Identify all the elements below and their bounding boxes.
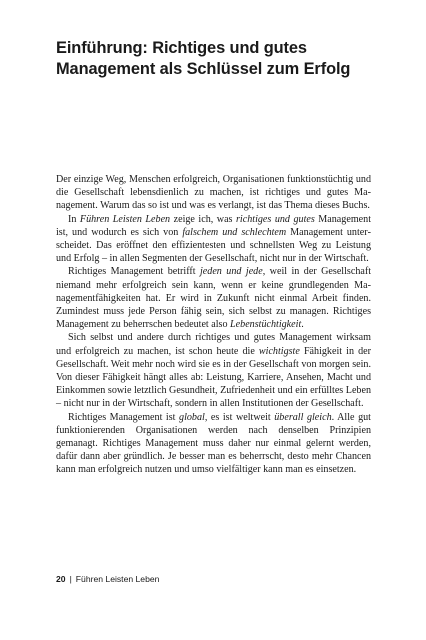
text-run: , weil in der Gesellschaft niemand mehr erfolgreich sein kann, wenn er keine grundlegenden Managementfähigkeiten hat. Er wird in Zukunft nicht einmal Arbeit finden. Zumindest muss jede Person fähig sein, sich selbst zu managen. Richtiges Management zu beherrschen bedeutet also: [56, 266, 372, 331]
emphasis-text: Führen Leisten Leben: [79, 213, 171, 225]
text-run: Management unterscheidet. Das eröffnet den effizientesten und schnellsten Weg zu Leistung und Erfolg – in allen Segmenten der Gesellschaft, nicht nur in der Wirtschaft.: [56, 226, 371, 265]
page-footer: [56, 574, 159, 585]
text-run: , es ist weltweit: [204, 411, 275, 423]
page-number: 20: [56, 574, 66, 584]
emphasis-text: jeden und jede: [200, 266, 263, 278]
text-run: Richtiges Management betrifft: [68, 266, 200, 278]
body-paragraph: [56, 213, 371, 266]
footer-separator: |: [69, 574, 72, 584]
body-paragraph: [56, 331, 371, 410]
text-run: . Alle gut funktionierenden Organisationen werden nach denselben Prinzipien gemanagt. Richtiges Management muss daher nur einmal gelernt werden, dafür dann aber gründlich. Je besser man es beherrscht, desto mehr Chancen kann man erfolgreich nutzen und umso vielfältiger kann man es einsetzen.: [56, 411, 371, 476]
text-run: zeige ich, was: [170, 213, 236, 225]
chapter-title: Einführung: Richtiges und gutes Management als Schlüssel zum Erfolg: [56, 39, 351, 78]
text-run: Richtiges Management ist: [68, 411, 180, 423]
text-run: Fähigkeit in der Gesellschaft. Weit mehr noch wird sie es in der Gesellschaft von morgen sein. Von dieser Fähigkeit hängt alles ab: Leistung, Karriere, Ansehen, Macht und Einkommen sowie letztlich Gesundheit, Zufriedenheit und ein erfülltes Leben – nicht nur in der Wirtschaft, sondern in allen Institutionen der Gesellschaft.: [56, 345, 372, 410]
text-run: .: [301, 319, 304, 331]
body-paragraph: [56, 411, 371, 477]
emphasis-text: falschem und schlechtem: [182, 226, 287, 238]
body-paragraph: [56, 265, 371, 331]
emphasis-text: richtiges und gutes: [236, 213, 315, 225]
text-run: In: [68, 213, 80, 225]
text-run: Management ist, und wodurch es sich von: [56, 213, 371, 238]
emphasis-text: global: [179, 411, 205, 423]
emphasis-text: wichtigste: [258, 345, 300, 357]
text-run: Der einzige Weg, Menschen erfolgreich, Organisationen funktionstüchtig und die Gesellschaft lebensdienlich zu machen, ist richtiges und gutes Management. Warum das so ist und was es verlangt, ist das Thema dieses Buchs.: [56, 174, 371, 212]
body-text: [56, 173, 371, 477]
emphasis-text: überall gleich: [274, 411, 332, 423]
body-paragraph: [56, 173, 371, 213]
text-run: Sich selbst und andere durch richtiges und gutes Management wirksam und erfolgreich zu machen, ist schon heute die: [56, 332, 371, 357]
emphasis-text: Lebenstüchtigkeit: [230, 319, 302, 331]
running-book-title: Führen Leisten Leben: [75, 574, 160, 584]
